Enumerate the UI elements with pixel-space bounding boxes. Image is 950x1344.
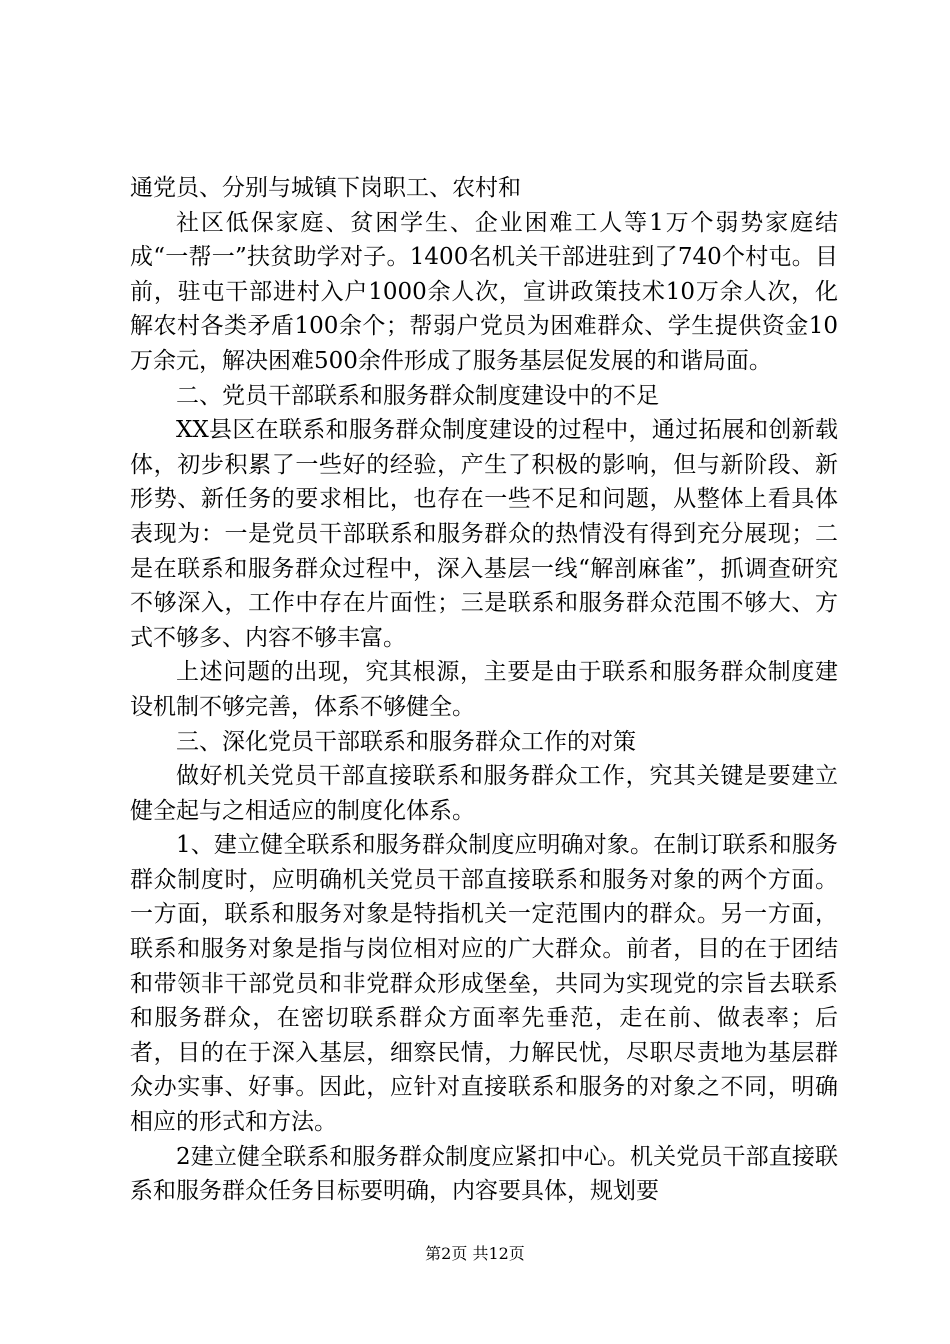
section-heading-countermeasures: 三、深化党员干部联系和服务群众工作的对策 [176, 728, 636, 755]
paragraph-root-causes: 上述问题的出现，究其根源，主要是由于联系和服务群众制度建设机制不够完善，体系不够健全。 [130, 659, 838, 720]
paragraph-focus-center: 2建立健全联系和服务群众制度应紧扣中心。机关党员干部直接联系和服务群众任务目标要明确，内容要具体，规划要 [130, 1143, 838, 1205]
section-heading-shortcomings: 二、党员干部联系和服务群众制度建设中的不足 [176, 382, 659, 409]
paragraph-clear-targets: 1、建立健全联系和服务群众制度应明确对象。在制订联系和服务群众制度时，应明确机关党员干部直接联系和服务对象的两个方面。一方面，联系和服务对象是特指机关一定范围内的群众。另一方面，联系和服务对象是指与岗位相对应的广大群众。前者，目的在于团结和带领非干部党员和非党群众形成堡垒，共同为实现党的宗旨去联系和服务群众，在密切联系群众方面率先垂范，走在前、做表率；后者，目的在于深入基层，细察民情，力解民忧，尽职尽责地为基层群众办实事、好事。因此，应针对直接联系和服务的对象之不同，明确相应的形式和方法。 [130, 832, 838, 1136]
paragraph-poverty-pairing: 社区低保家庭、贫困学生、企业困难工人等1万个弱势家庭结成“一帮一”扶贫助学对子。1400名机关干部进驻到了740个村屯。目前，驻屯干部进村入户1000余人次，宣讲政策技术10万余人次，化解农村各类矛盾100余个；帮弱户党员为困难群众、学生提供资金10万余元，解决困难500余件形成了服务基层促发展的和谐局面。 [130, 209, 838, 374]
paragraph-shortcomings: XX县区在联系和服务群众制度建设的过程中，通过拓展和创新载体，初步积累了一些好的经验，产生了积极的影响，但与新阶段、新形势、新任务的要求相比，也存在一些不足和问题，从整体上看具体表现为：一是党员干部联系和服务群众的热情没有得到充分展现；二是在联系和服务群众过程中，深入基层一线“解剖麻雀”，抓调查研究不够深入，工作中存在片面性；三是联系和服务群众范围不够大、方式不够多、内容不够丰富。 [130, 417, 838, 651]
document-body [130, 171, 838, 1209]
paragraph-continuation: 通党员、分别与城镇下岗职工、农村和 [130, 175, 521, 201]
paragraph-key-system: 做好机关党员干部直接联系和服务群众工作，究其关键是要建立健全起与之相适应的制度化体系。 [130, 763, 838, 824]
page-footer: 第2页 共12页 [425, 1244, 525, 1263]
